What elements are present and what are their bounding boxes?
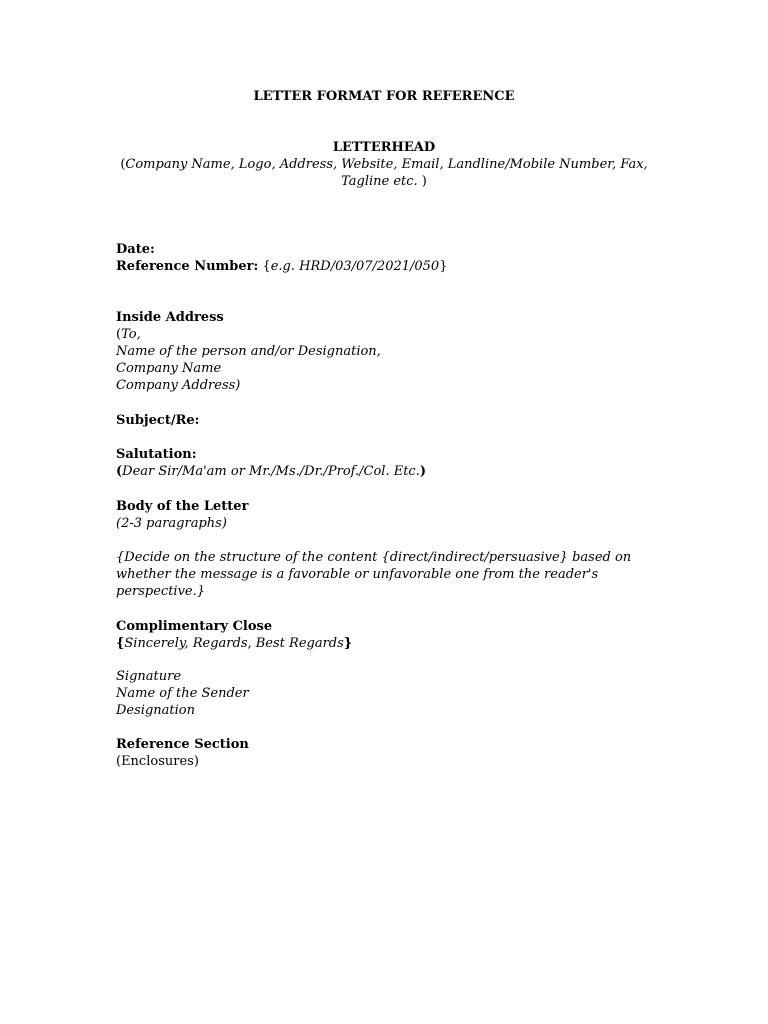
- complimentary-close-heading: [116, 618, 272, 635]
- date-line: [116, 241, 155, 258]
- letterhead-close-paren: ): [417, 174, 427, 189]
- date-label: Date:: [116, 242, 155, 257]
- inside-address-line-1: [116, 326, 141, 343]
- body-paragraph-line-1-text: {Decide on the structure of the content {direct/indirect/persuasive} based on: [116, 550, 632, 565]
- salutation-heading: [116, 446, 197, 463]
- body-paragraph-line-3-text: perspective.}: [116, 584, 206, 599]
- body-heading-text: Body of the Letter: [116, 499, 249, 514]
- letterhead-line-1-text: Company Name, Logo, Address, Website, Email, Landline/Mobile Number, Fax,: [125, 157, 648, 172]
- letterhead-heading: [0, 139, 768, 156]
- complimentary-close-open-brace: {: [116, 636, 125, 651]
- salutation-options: [116, 463, 426, 480]
- salutation-open-paren: (: [116, 464, 123, 479]
- reference-close-brace: }: [439, 259, 448, 274]
- letterhead-line-2: [0, 173, 768, 190]
- complimentary-close-options: [116, 635, 352, 652]
- signature-text: Signature: [116, 669, 182, 684]
- body-note-text: (2-3 paragraphs): [116, 516, 227, 531]
- body-paragraph-line-3: [116, 583, 205, 600]
- reference-number-line: [116, 258, 447, 275]
- document-title-text: LETTER FORMAT FOR REFERENCE: [253, 89, 515, 104]
- salutation-options-text: Dear Sir/Ma'am or Mr./Ms./Dr./Prof./Col. Etc.: [122, 464, 420, 479]
- inside-address-line-1-text: To,: [121, 327, 141, 342]
- inside-address-line-3: [116, 360, 221, 377]
- letterhead-line-1: [0, 156, 768, 173]
- inside-address-heading: [116, 309, 224, 326]
- reference-section-note-text: (Enclosures): [116, 754, 199, 769]
- salutation-heading-text: Salutation:: [116, 447, 197, 462]
- body-paragraph-line-2-text: whether the message is a favorable or unfavorable one from the reader's: [116, 567, 599, 582]
- inside-address-line-4-text: Company Address): [116, 378, 241, 393]
- document-title: [0, 88, 768, 105]
- reference-number-value: e.g. HRD/03/07/2021/050: [270, 259, 440, 274]
- sender-name-text: Name of the Sender: [116, 686, 249, 701]
- subject-label: Subject/Re:: [116, 413, 200, 428]
- complimentary-close-heading-text: Complimentary Close: [116, 619, 273, 634]
- letterhead-open-paren: (: [120, 157, 126, 172]
- letterhead-line-2-text: Tagline etc.: [341, 174, 418, 189]
- complimentary-close-options-text: Sincerely, Regards, Best Regards: [124, 636, 344, 651]
- body-heading: [116, 498, 248, 515]
- inside-address-line-2-text: Name of the person and/or Designation,: [116, 344, 381, 359]
- inside-address-line-3-text: Company Name: [116, 361, 222, 376]
- reference-section-note: [116, 753, 199, 770]
- inside-address-line-2: [116, 343, 381, 360]
- designation-text: Designation: [116, 703, 195, 718]
- letterhead-heading-text: LETTERHEAD: [332, 140, 436, 155]
- reference-number-label: Reference Number:: [116, 259, 259, 274]
- signature-line: [116, 668, 181, 685]
- body-paragraph-line-2: [116, 566, 598, 583]
- inside-address-heading-text: Inside Address: [116, 310, 224, 325]
- inside-address-open-paren: (: [116, 327, 122, 342]
- reference-section-heading-text: Reference Section: [116, 737, 249, 752]
- body-paragraph-line-1: [116, 549, 631, 566]
- reference-open-brace: {: [258, 259, 271, 274]
- salutation-close-paren: ): [419, 464, 426, 479]
- body-note: [116, 515, 227, 532]
- designation-line: [116, 702, 195, 719]
- sender-name-line: [116, 685, 249, 702]
- complimentary-close-close-brace: }: [343, 636, 353, 651]
- reference-section-heading: [116, 736, 249, 753]
- inside-address-line-4: [116, 377, 240, 394]
- subject-line: [116, 412, 199, 429]
